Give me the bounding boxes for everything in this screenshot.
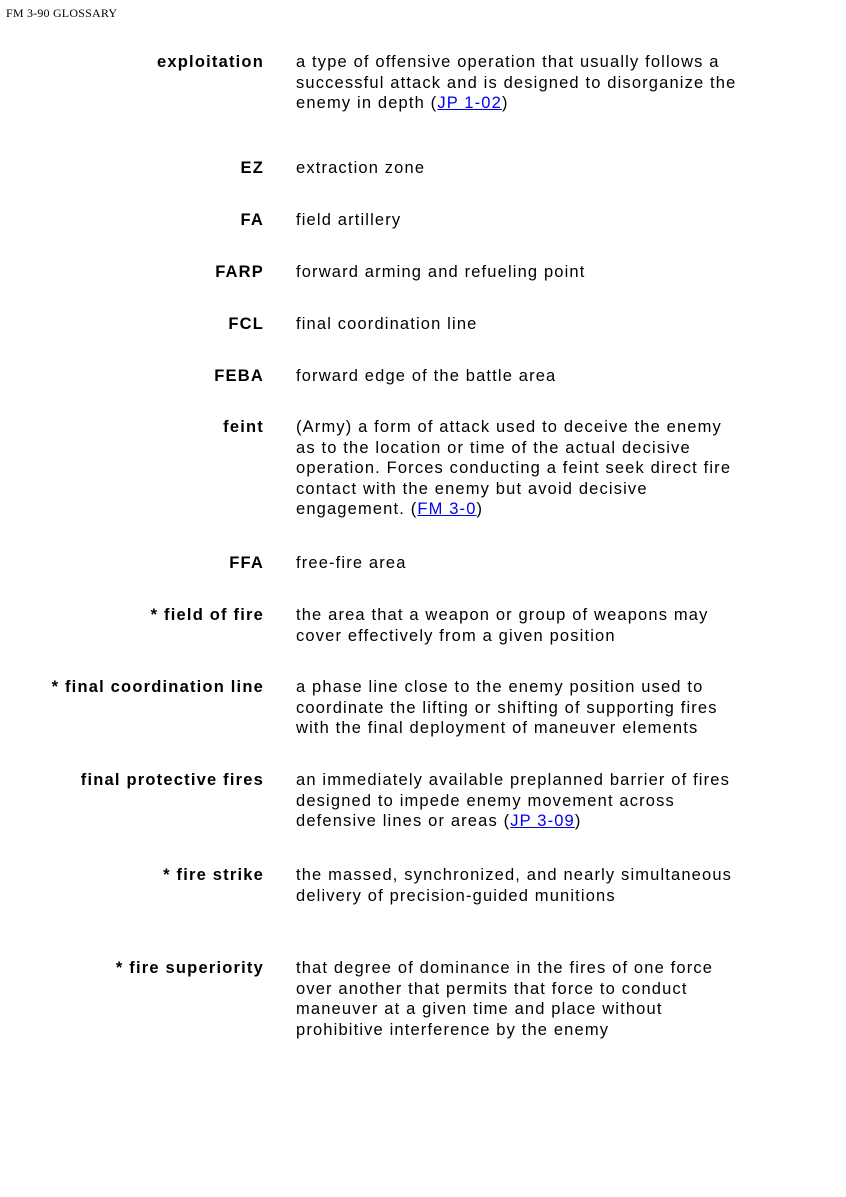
definition: field artillery [296,211,402,229]
term: * final coordination line [51,678,264,696]
definition: a phase line close to the enemy position used to coordinate the lifting or shifting of supporting fires with the final deployment of maneuver elements [296,678,718,737]
definition: free-fire area [296,554,407,572]
glossary-entry-farp [0,262,846,314]
glossary-entry-final-protective-fires [0,770,846,865]
glossary-entry-fa [0,210,846,262]
term: FEBA [214,367,264,385]
definition: (Army) a form of attack used to deceive the enemy as to the location or time of the actual decisive operation. Forces conducting a feint seek direct fire contact with the enemy but avoid decisive engagement. (FM 3-0) [296,418,732,518]
term: FA [240,211,264,229]
glossary-list [0,52,846,1058]
glossary-entry-feba [0,366,846,417]
glossary-entry-ffa [0,553,846,605]
reference-link[interactable]: JP 1-02 [437,94,502,112]
definition: forward arming and refueling point [296,263,586,281]
glossary-entry-final-coordination-line [0,677,846,770]
term: EZ [240,159,264,177]
definition: the area that a weapon or group of weapons may cover effectively from a given position [296,606,709,645]
definition: the massed, synchronized, and nearly simultaneous delivery of precision-guided munitions [296,866,733,905]
term: FARP [215,263,264,281]
term: FCL [228,315,264,333]
definition: forward edge of the battle area [296,367,557,385]
reference-link[interactable]: JP 3-09 [510,812,575,830]
term: final protective fires [80,771,264,789]
reference-link[interactable]: FM 3-0 [417,500,477,518]
glossary-entry-ez [0,158,846,210]
term: FFA [229,554,264,572]
definition: extraction zone [296,159,426,177]
glossary-entry-feint [0,417,846,553]
definition: final coordination line [296,315,478,333]
glossary-entry-exploitation [0,52,846,158]
term: * fire strike [163,866,264,884]
definition: a type of offensive operation that usually follows a successful attack and is designed to disorganize the enemy in depth (JP 1-02) [296,53,737,112]
term: * fire superiority [115,959,264,977]
definition: that degree of dominance in the fires of one force over another that permits that force to conduct maneuver at a given time and place without prohibitive interference by the enemy [296,959,714,1039]
glossary-entry-field-of-fire [0,605,846,677]
definition: an immediately available preplanned barrier of fires designed to impede enemy movement across defensive lines or areas (JP 3-09) [296,771,730,830]
glossary-entry-fire-strike [0,865,846,958]
glossary-entry-fcl [0,314,846,366]
term: exploitation [157,53,264,71]
term: feint [223,418,264,436]
running-header: FM 3-90 GLOSSARY [6,6,118,20]
term: * field of fire [150,606,264,624]
glossary-entry-fire-superiority [0,958,846,1058]
